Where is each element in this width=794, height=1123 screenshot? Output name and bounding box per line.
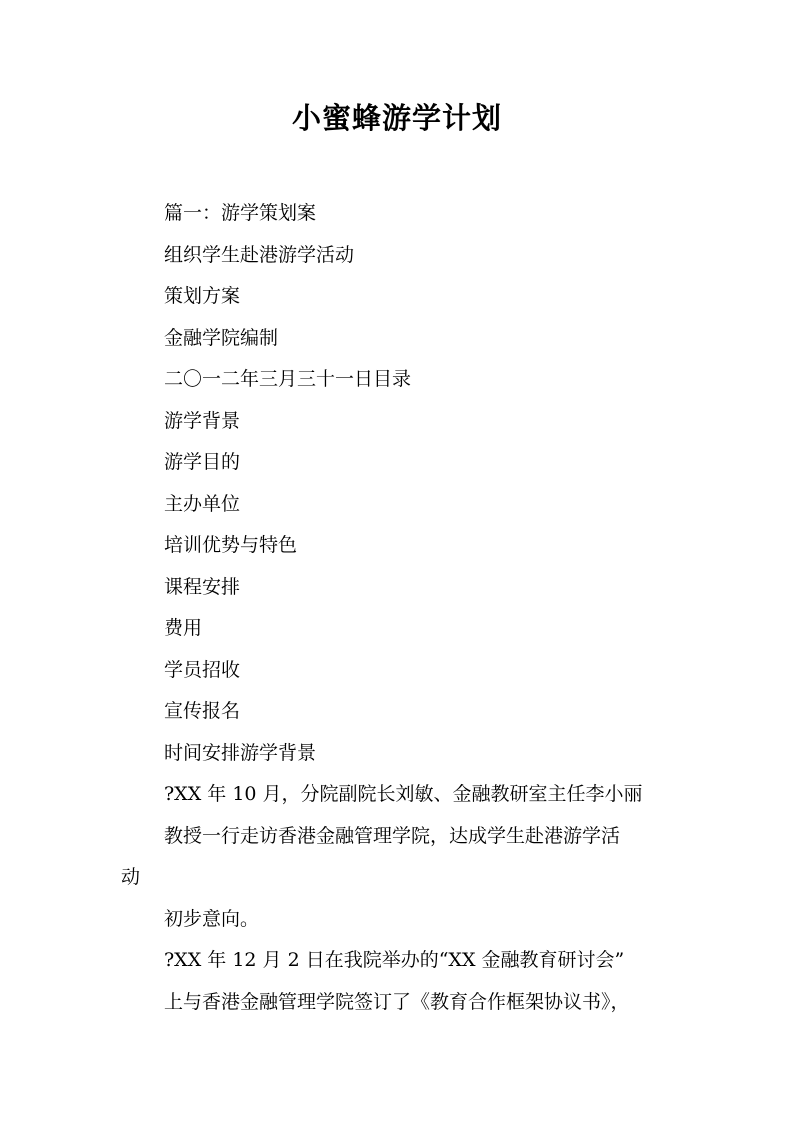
body-line: 宣传报名 [164,700,241,722]
body-line: 费用 [164,617,203,639]
body-line: 金融学院编制 [164,326,279,349]
body-line: 动 [121,866,141,888]
document-title: 小蜜蜂游学计划 [291,101,502,135]
body-line: 游学目的 [164,451,241,473]
body-line: 策划方案 [164,285,241,307]
body-line: 时间安排游学背景 [164,741,317,764]
body-line: 组织学生赴港游学活动 [164,243,355,266]
body-line: 培训优势与特色 [164,534,298,556]
body-line: ?XX 年 10 月，分院副院长刘敏、金融教研室主任李小丽 [164,783,643,805]
body-line: ?XX 年 12 月 2 日在我院举办的“XX 金融教育研讨会” [164,949,625,971]
body-line: 上与香港金融管理学院签订了《教育合作框架协议书》， [164,990,630,1013]
body-line: 主办单位 [164,492,241,515]
body-line: 初步意向。 [164,907,260,930]
body-line: 游学背景 [164,409,241,432]
body-line: 学员招收 [164,658,241,681]
body-line: 篇一：游学策划案 [164,202,317,224]
body-line: 课程安排 [164,575,241,598]
body-line: 二〇一二年三月三十一日目录 [164,368,412,390]
body-line: 教授一行走访香港金融管理学院，达成学生赴港游学活 [164,824,621,847]
